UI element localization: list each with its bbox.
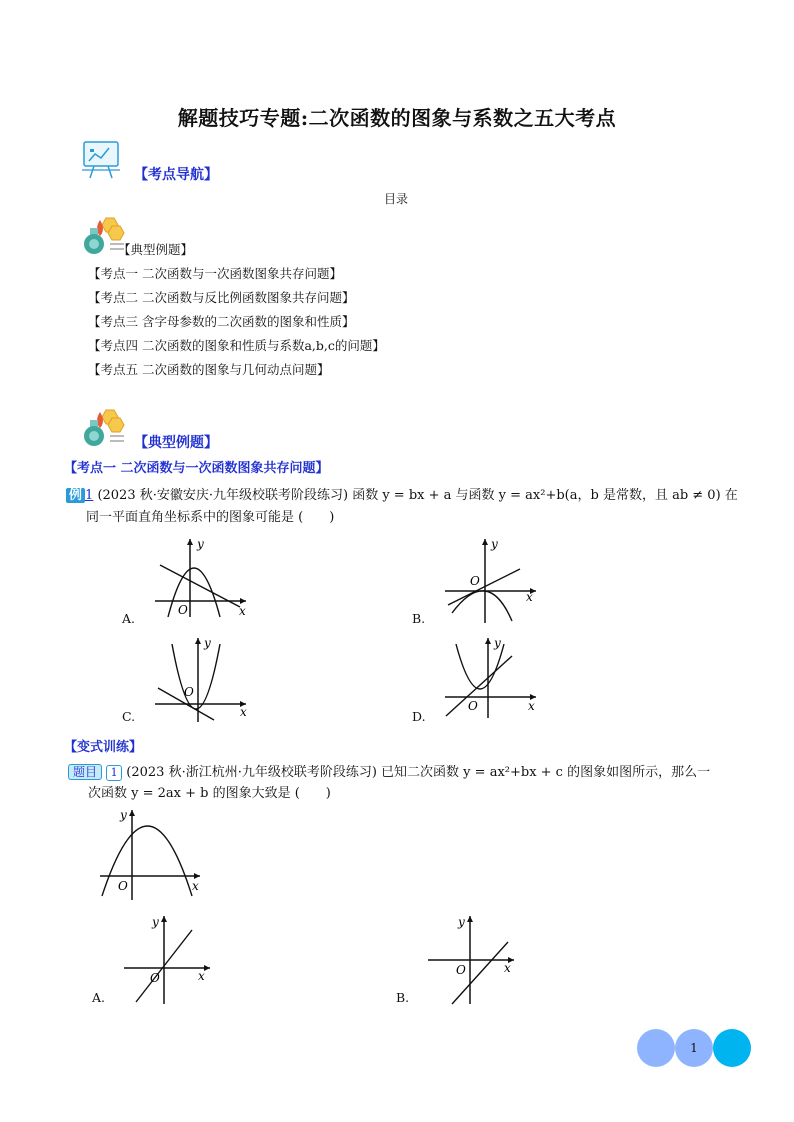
x-axis-label: x	[504, 961, 511, 975]
option-b[interactable]: B.	[412, 611, 426, 626]
y-axis-label: y	[204, 636, 211, 650]
variant-option-a[interactable]: A.	[92, 990, 106, 1005]
origin-label: O	[456, 963, 466, 977]
origin-label: O	[178, 603, 188, 617]
y-axis-label: y	[458, 915, 465, 929]
toc-item-1[interactable]: 【考点一 二次函数与一次函数图象共存问题】	[88, 266, 342, 281]
toc-heading: 【典型例题】	[118, 242, 194, 257]
toc-title: 目录	[384, 192, 409, 206]
question-badge: 题目	[68, 764, 102, 780]
origin-label: O	[468, 699, 478, 713]
page-circle-left	[637, 1029, 675, 1067]
option-d[interactable]: D.	[412, 709, 426, 724]
example-badge: 例	[66, 488, 85, 503]
y-axis-label: y	[152, 915, 159, 929]
origin-label: O	[470, 574, 480, 588]
y-axis-label: y	[491, 537, 498, 551]
example1-line1	[66, 485, 738, 507]
variant-parabola-graph	[96, 806, 206, 902]
point1-heading: 【考点一 二次函数与一次函数图象共存问题】	[64, 461, 329, 476]
variant1-line2: 次函数 y = 2ax + b 的图象大致是 ( )	[88, 786, 331, 801]
example-number: 1	[85, 488, 94, 503]
variant1-text: (2023 秋·浙江杭州·九年级校联考阶段练习) 已知二次函数 y = ax²+bx + c 的图象如图所示，那么一	[126, 765, 711, 780]
presentation-board-icon	[80, 140, 124, 180]
y-axis-label: y	[494, 636, 501, 650]
example1-text: (2023 秋·安徽安庆·九年级校联考阶段练习) 函数 y = bx + a 与函数 y = ax²+b(a，b 是常数，且 ab ≠ 0) 在	[97, 488, 738, 503]
nav-heading: 【考点导航】	[134, 167, 218, 183]
variant-option-b[interactable]: B.	[396, 990, 410, 1005]
graph-c[interactable]	[150, 634, 250, 724]
page-title: 解题技巧专题:二次函数的图象与系数之五大考点	[177, 106, 617, 130]
x-axis-label: x	[239, 604, 246, 618]
example1-line2: 同一平面直角坐标系中的图象可能是 ( )	[86, 510, 335, 525]
toc-item-4[interactable]: 【考点四 二次函数的图象和性质与系数a,b,c的问题】	[88, 338, 385, 353]
origin-label: O	[118, 879, 128, 893]
x-axis-label: x	[192, 879, 199, 893]
variant-graph-a[interactable]	[120, 912, 215, 1007]
x-axis-label: x	[198, 969, 205, 983]
option-a[interactable]: A.	[122, 611, 136, 626]
graph-d[interactable]	[440, 634, 540, 724]
variant1-line1	[68, 761, 710, 784]
origin-label: O	[150, 971, 160, 985]
origin-label: O	[184, 685, 194, 699]
x-axis-label: x	[526, 590, 533, 604]
option-c[interactable]: C.	[122, 709, 136, 724]
toc-item-2[interactable]: 【考点二 二次函数与反比例函数图象共存问题】	[88, 290, 355, 305]
variant-heading: 【变式训练】	[64, 740, 143, 755]
section-heading: 【典型例题】	[134, 435, 218, 451]
page-number: 1	[675, 1029, 713, 1067]
variant-graph-b[interactable]	[424, 912, 519, 1007]
toc-item-5[interactable]: 【考点五 二次函数的图象与几何动点问题】	[88, 362, 330, 377]
graph-a[interactable]	[150, 535, 250, 620]
question-number: 1	[106, 765, 122, 781]
y-axis-label: y	[197, 537, 204, 551]
page-circle-right	[713, 1029, 751, 1067]
y-axis-label: y	[120, 808, 127, 822]
toc-item-3[interactable]: 【考点三 含字母参数的二次函数的图象和性质】	[88, 314, 355, 329]
flask-icon	[80, 406, 126, 448]
x-axis-label: x	[528, 699, 535, 713]
x-axis-label: x	[240, 705, 247, 719]
graph-b[interactable]	[440, 535, 540, 625]
